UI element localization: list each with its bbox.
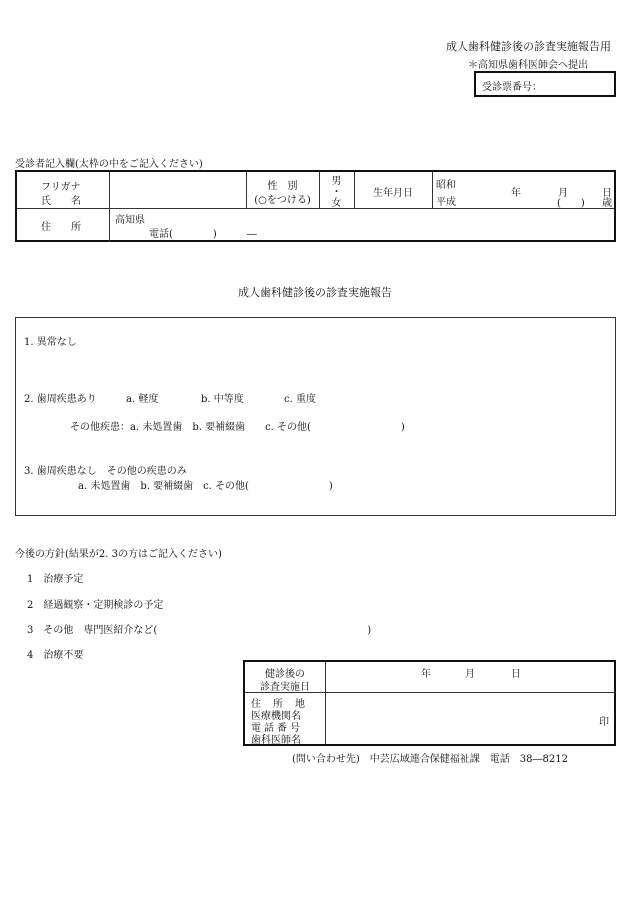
sex-separator: ・: [331, 187, 342, 198]
dentist-name-label: 歯科医師名: [251, 735, 301, 746]
exam-month-unit: 月: [465, 669, 475, 680]
report-item-1[interactable]: 1. 異常なし: [24, 337, 77, 348]
clinic-phone-label: 電話番号: [251, 723, 303, 734]
clinic-address-label: 住 所 地: [251, 699, 306, 710]
report-item-2[interactable]: 2. 歯周疾患あり: [24, 394, 97, 405]
report-title: 成人歯科健診後の診査実施報告: [238, 286, 392, 299]
policy-title: 今後の方針(結果が2. 3の方はご記入ください): [15, 549, 222, 560]
male-option[interactable]: 男: [331, 176, 342, 187]
policy-item-2[interactable]: 2 経過観察・定期検診の予定: [27, 600, 164, 611]
era-showa[interactable]: 昭和: [436, 180, 456, 191]
report-item-3-sub[interactable]: a. 未処置歯 b. 要補綴歯 c. その他( ): [78, 481, 333, 492]
contact-info: (問い合わせ先) 中芸広域連合保健福祉課 電話 38―8212: [292, 754, 568, 765]
report-item-3[interactable]: 3. 歯周疾患なし その他の疾患のみ: [24, 466, 187, 477]
birthdate-label: 生年月日: [373, 188, 413, 199]
report-item-2-other[interactable]: その他疾患：a. 未処置歯 b. 要補綴歯 c. その他( ): [70, 422, 405, 433]
female-option[interactable]: 女: [331, 198, 342, 209]
report-box: [15, 317, 616, 516]
age-field[interactable]: ( ): [557, 198, 585, 209]
ticket-number-box[interactable]: [474, 71, 616, 97]
report-item-2c[interactable]: c. 重度: [284, 394, 316, 405]
ticket-number-label: 受診票番号：: [482, 82, 542, 93]
name-field[interactable]: [113, 174, 243, 206]
sex-instruction: (○をつける): [254, 195, 311, 206]
address-prefecture: 高知県: [115, 215, 145, 226]
age-unit: 歳: [602, 198, 612, 209]
exam-date-label-2: 診査実施日: [260, 682, 310, 693]
birth-year-unit: 年: [511, 188, 521, 199]
birth-day-unit: 日: [602, 188, 612, 199]
clinic-name-label: 医療機関名: [251, 711, 301, 722]
clinic-table: [243, 660, 616, 746]
era-heisei[interactable]: 平成: [436, 197, 456, 208]
seal-mark: 印: [599, 717, 609, 728]
exam-year-unit: 年: [421, 669, 431, 680]
exam-day-unit: 日: [511, 669, 521, 680]
policy-item-3[interactable]: 3 その他 専門医紹介など( ): [27, 625, 372, 636]
form-title: 成人歯科健診後の診査実施報告用: [446, 40, 611, 53]
report-item-2a[interactable]: a. 軽度: [126, 394, 159, 405]
patient-section-title: 受診者記入欄(太枠の中をご記入ください): [15, 159, 203, 170]
birth-month-unit: 月: [558, 188, 568, 199]
furigana-label: フリガナ: [41, 182, 81, 193]
clinic-info-field[interactable]: [329, 695, 589, 741]
policy-item-4[interactable]: 4 治療不要: [27, 650, 84, 661]
address-label: 住 所: [41, 222, 81, 233]
name-label: 氏 名: [41, 196, 81, 207]
submit-note: ＊高知県歯科医師会へ提出: [468, 60, 588, 71]
report-item-2b[interactable]: b. 中等度: [201, 394, 244, 405]
exam-date-label-1: 健診後の: [265, 669, 305, 680]
sex-label: 性 別: [267, 181, 298, 192]
phone-field[interactable]: 電話( ) ―: [149, 229, 257, 240]
patient-table: [15, 170, 616, 242]
policy-item-1[interactable]: 1 治療予定: [27, 574, 84, 585]
